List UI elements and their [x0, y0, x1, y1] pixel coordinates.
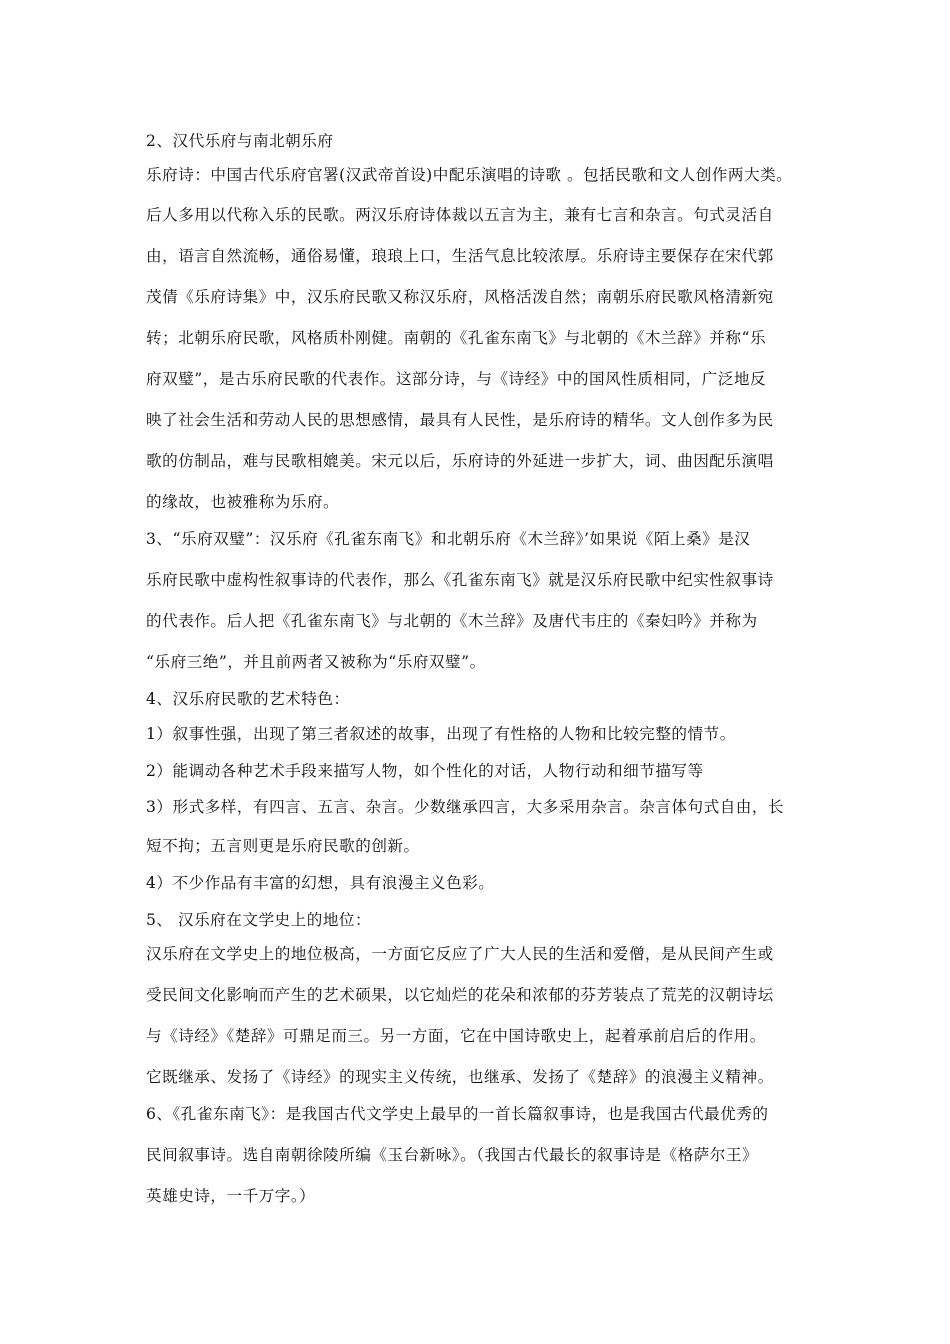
- text-line: 受民间文化影响而产生的艺术硕果，以它灿烂的花朵和浓郁的芬芳装点了荒芜的汉朝诗坛: [146, 986, 774, 1004]
- text-line: 它既继承、发扬了《诗经》的现实主义传统，也继承、发扬了《楚辞》的浪漫主义精神。: [146, 1068, 774, 1086]
- list-item: 4）不少作品有丰富的幻想，具有浪漫主义色彩。: [146, 874, 495, 892]
- text-line: 府双璧”，是古乐府民歌的代表作。这部分诗，与《诗经》中的国风性质相同，广泛地反: [146, 370, 767, 388]
- text-line: 的代表作。后人把《孔雀东南飞》与北朝的《木兰辞》及唐代韦庄的《秦妇吟》并称为: [146, 612, 758, 630]
- section-heading-2: 2、汉代乐府与南北朝乐府: [146, 132, 334, 150]
- text-line: 由，语言自然流畅，通俗易懂，琅琅上口，生活气息比较浓厚。乐府诗主要保存在宋代郭: [146, 247, 774, 265]
- text-line: 乐府诗：中国古代乐府官署(汉武帝首设)中配乐演唱的诗歌 。包括民歌和文人创作两大类。: [146, 166, 793, 184]
- text-line: 与《诗经》《楚辞》可鼎足而三。另一方面，它在中国诗歌史上，起着承前启后的作用。: [146, 1027, 766, 1045]
- text-line: “乐府三绝”，并且前两者又被称为“乐府双璧”。: [146, 653, 486, 671]
- text-line: 乐府民歌中虚构性叙事诗的代表作，那么《孔雀东南飞》就是汉乐府民歌中纪实性叙事诗: [146, 571, 774, 589]
- text-line: 转；北朝乐府民歌，风格质朴刚健。南朝的《孔雀东南飞》与北朝的《木兰辞》并称“乐: [146, 329, 767, 347]
- text-line: 映了社会生活和劳动人民的思想感情，最具有人民性，是乐府诗的精华。文人创作多为民: [146, 411, 774, 429]
- list-item: 2）能调动各种艺术手段来描写人物，如个性化的对话，人物行动和细节描写等: [146, 762, 704, 780]
- section-heading-5: 5、 汉乐府在文学史上的地位：: [146, 911, 372, 929]
- section-heading-3: 3、“乐府双璧”：汉乐府《孔雀东南飞》和北朝乐府《木兰辞》’如果说《陌上桑》是汉: [146, 530, 751, 548]
- text-line: 民间叙事诗。选自南朝徐陵所编《玉台新咏》。（我国古代最长的叙事诗是《格萨尔王》: [146, 1146, 759, 1164]
- list-item-continuation: 短不拘；五言则更是乐府民歌的创新。: [146, 837, 420, 855]
- text-line: 英雄史诗，一千万字。）: [146, 1187, 316, 1205]
- list-item: 3）形式多样，有四言、五言、杂言。少数继承四言，大多采用杂言。杂言体句式自由，长: [146, 798, 785, 816]
- text-line: 后人多用以代称入乐的民歌。两汉乐府诗体裁以五言为主，兼有七言和杂言。句式灵活自: [146, 206, 774, 224]
- list-item: 1）叙事性强，出现了第三者叙述的故事，出现了有性格的人物和比较完整的情节。: [146, 725, 736, 743]
- text-line: 歌的仿制品，难与民歌相媲美。宋元以后，乐府诗的外延进一步扩大，词、曲因配乐演唱: [146, 452, 774, 470]
- text-line: 汉乐府在文学史上的地位极高，一方面它反应了广大人民的生活和爱僧，是从民间产生或: [146, 945, 774, 963]
- text-line: 茂倩《乐府诗集》中，汉乐府民歌又称汉乐府，风格活泼自然；南朝乐府民歌风格清新宛: [146, 288, 774, 306]
- section-heading-6: 6、《孔雀东南飞》：是我国古代文学史上最早的一首长篇叙事诗，也是我国古代最优秀的: [146, 1105, 769, 1123]
- section-heading-4: 4、汉乐府民歌的艺术特色：: [146, 690, 350, 708]
- text-line: 的缘故，也被雅称为乐府。: [146, 493, 340, 511]
